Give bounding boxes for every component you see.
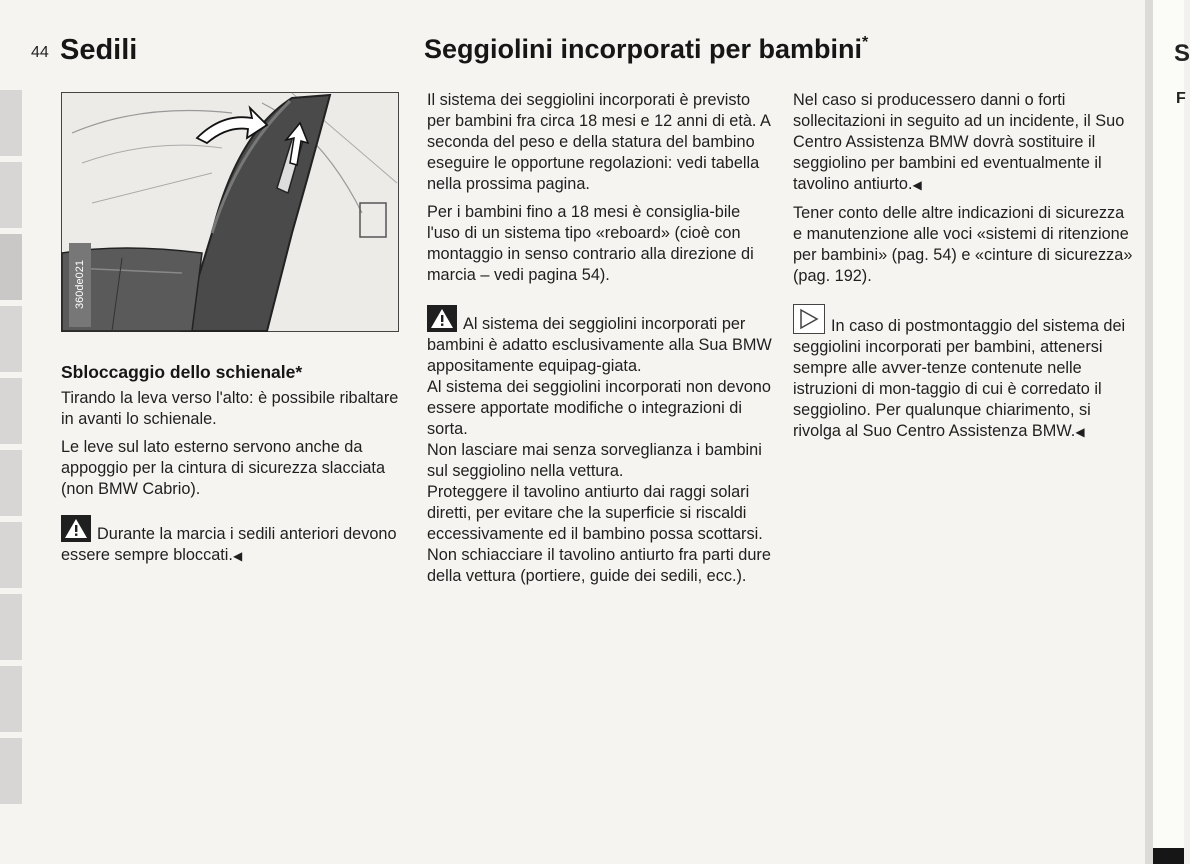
- main-title: [424, 34, 868, 65]
- thumb-tab: [0, 306, 22, 372]
- note-paragraph: [793, 304, 1133, 443]
- thumb-tab: [0, 738, 22, 804]
- seat-illustration: [61, 92, 399, 332]
- paragraph: Tirando la leva verso l'alto: è possibile ribaltare in avanti lo schienale.: [61, 389, 399, 428]
- paragraph-text: Nel caso si producessero danni o forti sollecitazioni in seguito ad un incidente, il Suo Centro Assistenza BMW dovrà sostituire il seggiolino per bambini ed eventualmente il tavolino antiurto.: [793, 91, 1125, 193]
- thumb-tab: [0, 90, 22, 156]
- note-text: In caso di postmontaggio del sistema dei seggiolini incorporati per bambini, attenersi sempre alle avver-tenze contenute nelle istruzioni di mon-taggio di cui è corredato il seggiolino. Per qualunque chiarimento, si rivolga al Suo Centro Assistenza BMW.: [793, 317, 1126, 440]
- warning-line: [427, 305, 777, 377]
- figure-code: 360de021: [69, 243, 91, 327]
- paragraph: [793, 90, 1133, 196]
- paragraph: Tener conto delle altre indicazioni di sicurezza e manutenzione alle voci «sistemi di ritenzione per bambini» (pag. 54) e «cinture di sicurezza» (pag. 192).: [793, 204, 1133, 285]
- subheading-backrest-release: Sbloccaggio dello schienale*: [61, 362, 303, 382]
- main-title-text: Seggiolini incorporati per bambini: [424, 34, 863, 64]
- right-column: [793, 90, 1133, 450]
- warning-paragraph: [61, 515, 401, 567]
- paragraph: Il sistema dei seggiolini incorporati è previsto per bambini fra circa 18 mesi e 12 anni di età. A seconda del peso e della statura del bambino eseguire le opportune regolazioni: vedi tabella nella prossima pagina.: [427, 91, 771, 193]
- thumb-index-tabs: [0, 90, 22, 810]
- thumb-tab: [0, 666, 22, 732]
- warning-block: [427, 305, 777, 587]
- main-title-star: *: [862, 34, 869, 51]
- page-number: 44: [31, 44, 49, 61]
- note-icon: [793, 304, 825, 334]
- end-mark-icon: ◀: [1075, 425, 1085, 439]
- seat-drawing: [62, 93, 398, 331]
- warning-text: Al sistema dei seggiolini incorporati per bambini è adatto esclusivamente alla Sua BMW appositamente equipag-giata.: [427, 315, 772, 375]
- section-title: Sedili: [60, 34, 138, 66]
- warning-icon: [61, 515, 91, 542]
- end-mark-icon: ◀: [232, 549, 243, 563]
- paragraph: Le leve sul lato esterno servono anche da appoggio per la cintura di sicurezza slacciata (non BMW Cabrio).: [61, 438, 385, 498]
- next-page-subtitle-letter: F: [1176, 90, 1186, 107]
- thumb-tab: [0, 522, 22, 588]
- thumb-tab: [0, 450, 22, 516]
- warning-line: Non schiacciare il tavolino antiurto fra parti dure della vettura (portiere, guide dei sedili, ecc.).: [427, 546, 771, 585]
- end-mark-icon: ◀: [912, 178, 922, 192]
- middle-column: [427, 90, 777, 587]
- thumb-tab: [0, 594, 22, 660]
- next-page-edge: [1153, 0, 1184, 864]
- thumb-tab: [0, 162, 22, 228]
- warning-line: Proteggere il tavolino antiurto dai raggi solari diretti, per evitare che la superficie si riscaldi eccessivamente ed il bambino possa scottarsi.: [427, 483, 763, 543]
- warning-text: Durante la marcia i sedili anteriori devono essere sempre bloccati.: [61, 525, 397, 564]
- thumb-tab: [0, 378, 22, 444]
- paragraph: Per i bambini fino a 18 mesi è consiglia-bile l'uso di un sistema tipo «reboard» (cioè con montaggio in senso contrario alla direzione di marcia – vedi pagina 54).: [427, 203, 754, 284]
- next-page-title-letter: S: [1174, 40, 1190, 67]
- page-edge: [1145, 0, 1153, 864]
- left-column: [61, 362, 401, 574]
- warning-icon: [427, 305, 457, 332]
- warning-line: Al sistema dei seggiolini incorporati non devono essere apportate modifiche o integrazioni di sorta.: [427, 378, 771, 438]
- thumb-tab: [0, 234, 22, 300]
- warning-line: Non lasciare mai senza sorveglianza i bambini sul seggiolino nella vettura.: [427, 441, 762, 480]
